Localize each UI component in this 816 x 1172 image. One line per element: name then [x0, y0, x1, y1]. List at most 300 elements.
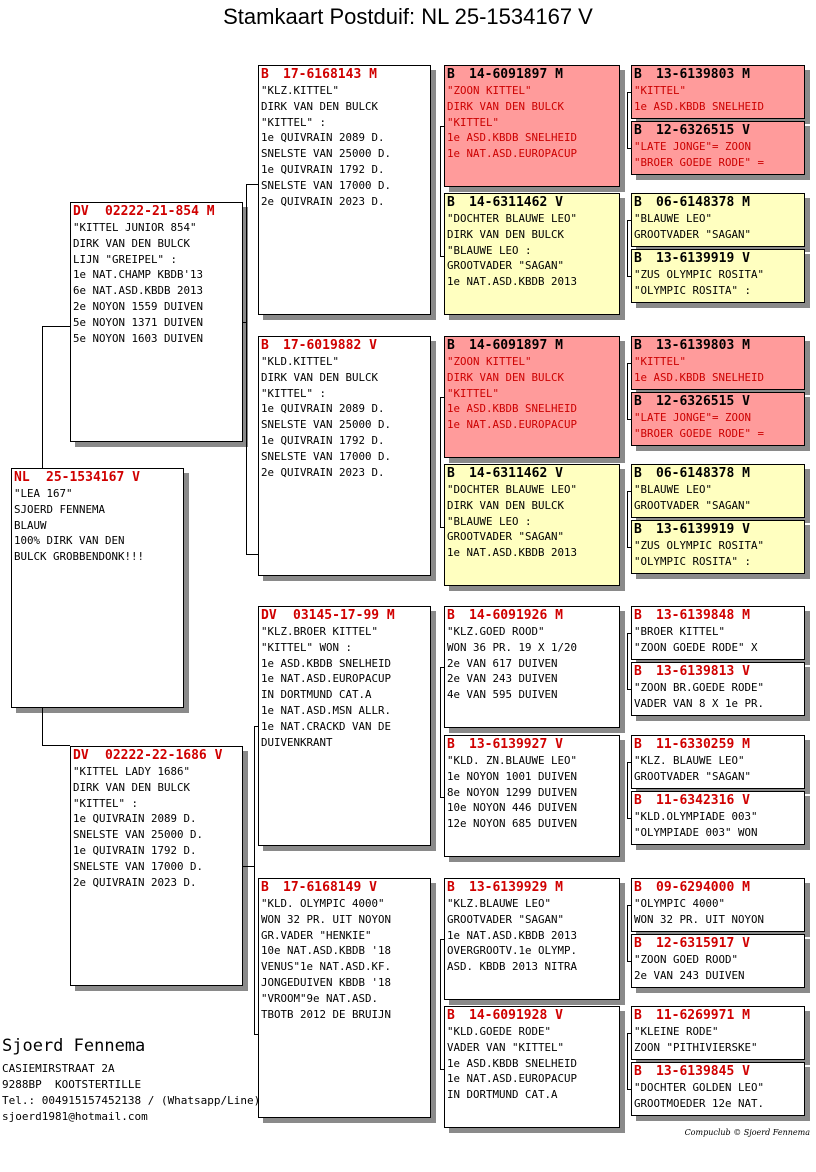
pedigree-connector: [627, 419, 631, 420]
pigeon-info-line: 6e NAT.ASD.KBDB 2013: [73, 284, 204, 298]
pedigree-connector: [42, 745, 70, 746]
pigeon-card-p6: [258, 878, 431, 1118]
pigeon-info-line: BLAUW: [14, 518, 47, 532]
pigeon-info-line: "KITTEL LADY 1686": [73, 765, 191, 778]
pigeon-info-line: 1e ASD.KBDB SNELHEID: [634, 99, 765, 113]
pigeon-info-line: SJOERD FENNEMA: [14, 502, 106, 516]
pigeon-header: [632, 122, 804, 139]
ring-number: 14-6091897 M: [469, 67, 563, 82]
pigeon-info-line: DIRK VAN DEN BULCK: [447, 370, 565, 384]
ring-number: 14-6311462 V: [469, 195, 563, 210]
pigeon-info-line: 1e NAT.ASD.EUROPACUP: [447, 418, 578, 432]
pigeon-header: [71, 747, 242, 764]
pigeon-card-p9: [444, 336, 620, 458]
pedigree-connector: [627, 491, 628, 547]
ring-number: 13-6139929 M: [469, 880, 563, 895]
pedigree-connector: [440, 1069, 444, 1070]
pigeon-info-line: WON 32 PR. UIT NOYON: [261, 912, 392, 926]
pigeon-header: [632, 393, 804, 410]
pigeon-info-line: "ZOON KITTEL": [447, 355, 532, 368]
pigeon-info-line: ZOON "PITHIVIERSKE": [634, 1040, 758, 1054]
pigeon-card-p22: [631, 520, 805, 574]
country-prefix: B: [634, 195, 642, 210]
pigeon-card-p26: [631, 791, 805, 845]
pigeon-card-p16: [631, 121, 805, 175]
pigeon-info-line: "DOCHTER BLAUWE LEO": [447, 212, 578, 225]
pigeon-info-line: DUIVENKRANT: [261, 735, 333, 749]
pigeon-info-line: 1e NAT.ASD.EUROPACUP: [447, 147, 578, 161]
owner-name: Sjoerd Fennema: [2, 1036, 146, 1056]
pigeon-card-p11: [444, 606, 620, 728]
pedigree-connector: [627, 633, 631, 634]
pedigree-connector: [440, 667, 441, 797]
pigeon-card-p15: [631, 65, 805, 119]
pigeon-card-p3: [258, 65, 431, 315]
pigeon-header: [445, 194, 619, 211]
pigeon-card-p24: [631, 662, 805, 716]
pedigree-connector: [440, 667, 444, 668]
country-prefix: B: [447, 195, 455, 210]
pigeon-info-line: 2e VAN 617 DUIVEN: [447, 656, 558, 670]
pigeon-header: [445, 465, 619, 482]
pedigree-connector: [627, 220, 628, 276]
pedigree-connector: [440, 797, 444, 798]
pigeon-header: [12, 469, 183, 486]
pigeon-info-line: 1e ASD.KBDB SNELHEID: [634, 370, 765, 384]
pigeon-info-line: 1e NAT.ASD.EUROPACUP: [261, 672, 392, 686]
pigeon-info-line: SNELSTE VAN 17000 D.: [73, 859, 204, 873]
pedigree-connector: [246, 184, 258, 185]
pigeon-info-line: "BROER GOEDE RODE" =: [634, 426, 765, 440]
country-prefix: DV: [73, 204, 89, 219]
pedigree-connector: [254, 726, 258, 727]
pedigree-connector: [627, 905, 631, 906]
pedigree-connector: [627, 276, 631, 277]
pigeon-header: [632, 250, 804, 267]
pedigree-connector: [627, 762, 628, 818]
pigeon-info-line: "KITTEL": [447, 386, 500, 400]
country-prefix: B: [634, 664, 642, 679]
pigeon-info-line: 1e QUIVRAIN 2089 D.: [261, 131, 385, 145]
pigeon-info-line: 5e NOYON 1371 DUIVEN: [73, 315, 204, 329]
pedigree-connector: [627, 1089, 631, 1090]
ring-number: 03145-17-99 M: [293, 608, 395, 623]
pigeon-info-line: "KLEINE RODE": [634, 1025, 719, 1038]
ring-number: 17-6019882 V: [283, 338, 377, 353]
pigeon-info-line: "OLYMPIADE 003" WON: [634, 825, 758, 839]
pigeon-info-line: "LATE JONGE"= ZOON: [634, 411, 752, 424]
country-prefix: DV: [261, 608, 277, 623]
pigeon-info-line: OVERGROOTV.1e OLYMP.: [447, 944, 578, 958]
pigeon-card-p29: [631, 1006, 805, 1060]
ring-number: 14-6091897 M: [469, 338, 563, 353]
country-prefix: B: [634, 608, 642, 623]
pedigree-connector: [246, 554, 258, 555]
pigeon-info-line: WON 36 PR. 19 X 1/20: [447, 640, 578, 654]
pigeon-header: [632, 337, 804, 354]
pigeon-header: [632, 736, 804, 753]
pedigree-connector: [440, 126, 444, 127]
pigeon-info-line: DIRK VAN DEN BULCK: [73, 236, 191, 250]
pigeon-card-p17: [631, 193, 805, 247]
pigeon-header: [259, 66, 430, 83]
pigeon-info-line: GROOTVADER "SAGAN": [447, 530, 565, 544]
pigeon-card-p14: [444, 1006, 620, 1128]
pedigree-connector: [440, 126, 441, 256]
ring-number: 14-6091928 V: [469, 1008, 563, 1023]
pigeon-info-line: "ZUS OLYMPIC ROSITA": [634, 268, 765, 281]
pigeon-info-line: 1e NAT.ASD.KBDB 2013: [447, 928, 578, 942]
pigeon-info-line: 1e ASD.KBDB SNELHEID: [447, 1056, 578, 1070]
pedigree-connector: [440, 397, 444, 398]
ring-number: 13-6139919 V: [656, 251, 750, 266]
pigeon-info-line: "DOCHTER BLAUWE LEO": [447, 483, 578, 496]
pedigree-connector: [627, 148, 631, 149]
pigeon-info-line: 1e ASD.KBDB SNELHEID: [447, 402, 578, 416]
pigeon-header: [632, 1063, 804, 1080]
owner-postal-city: 9288BP KOOTSTERTILLE: [2, 1078, 142, 1091]
pigeon-info-line: "KITTEL" :: [261, 115, 327, 129]
pigeon-info-line: 10e NOYON 446 DUIVEN: [447, 801, 578, 815]
pigeon-header: [259, 879, 430, 896]
pigeon-card-p4: [258, 336, 431, 576]
pigeon-info-line: GROOTVADER "SAGAN": [447, 912, 565, 926]
pigeon-info-line: 1e NOYON 1001 DUIVEN: [447, 769, 578, 783]
pigeon-info-line: JONGEDUIVEN KBDB '18: [261, 975, 392, 989]
pigeon-info-line: GROOTMOEDER 12e NAT.: [634, 1096, 765, 1110]
ring-number: 13-6139919 V: [656, 522, 750, 537]
pigeon-info-line: 1e QUIVRAIN 2089 D.: [261, 402, 385, 416]
country-prefix: B: [634, 793, 642, 808]
pedigree-connector: [440, 939, 444, 940]
pedigree-connector: [627, 762, 631, 763]
pigeon-info-line: 2e QUIVRAIN 2023 D.: [261, 465, 385, 479]
ring-number: 09-6294000 M: [656, 880, 750, 895]
pigeon-info-line: "KLD.GOEDE RODE": [447, 1025, 552, 1038]
pigeon-info-line: SNELSTE VAN 25000 D.: [261, 418, 392, 432]
pigeon-info-line: "ZOON GOED ROOD": [634, 953, 739, 966]
pigeon-info-line: DIRK VAN DEN BULCK: [261, 99, 379, 113]
pigeon-info-line: 100% DIRK VAN DEN: [14, 534, 125, 548]
pedigree-connector: [243, 322, 246, 323]
pigeon-header: [632, 607, 804, 624]
ring-number: 14-6091926 M: [469, 608, 563, 623]
pigeon-header: [445, 736, 619, 753]
ring-number: 25-1534167 V: [46, 470, 140, 485]
pigeon-info-line: DIRK VAN DEN BULCK: [447, 227, 565, 241]
pigeon-info-line: "OLYMPIC ROSITA" :: [634, 554, 752, 568]
pigeon-header: [259, 607, 430, 624]
pigeon-info-line: "KITTEL": [634, 355, 687, 368]
pigeon-info-line: DIRK VAN DEN BULCK: [447, 498, 565, 512]
country-prefix: B: [261, 67, 269, 82]
pigeon-card-p5: [258, 606, 431, 846]
pigeon-info-line: "KLZ.BROER KITTEL": [261, 625, 379, 638]
pigeon-card-p18: [631, 249, 805, 303]
country-prefix: B: [447, 338, 455, 353]
pedigree-connector: [627, 92, 628, 148]
pigeon-info-line: LIJN "GREIPEL" :: [73, 252, 178, 266]
pigeon-card-p28: [631, 934, 805, 988]
pedigree-connector: [440, 527, 444, 528]
pigeon-info-line: GROOTVADER "SAGAN": [447, 259, 565, 273]
pigeon-info-line: 1e QUIVRAIN 1792 D.: [73, 843, 197, 857]
ring-number: 12-6326515 V: [656, 394, 750, 409]
pedigree-connector: [627, 1033, 631, 1034]
pigeon-info-line: DIRK VAN DEN BULCK: [73, 780, 191, 794]
pigeon-info-line: "KLZ. BLAUWE LEO": [634, 754, 745, 767]
owner-email: sjoerd1981@hotmail.com: [2, 1110, 148, 1123]
pigeon-card-p7: [444, 65, 620, 187]
country-prefix: B: [447, 1008, 455, 1023]
pigeon-info-line: 1e NAT.CHAMP KBDB'13: [73, 268, 204, 282]
country-prefix: B: [634, 466, 642, 481]
pigeon-info-line: 2e VAN 243 DUIVEN: [634, 968, 745, 982]
pigeon-card-p2: [70, 746, 243, 986]
ring-number: 06-6148378 M: [656, 466, 750, 481]
page-title: Stamkaart Postduif: NL 25-1534167 V: [223, 4, 593, 29]
pigeon-header: [71, 203, 242, 220]
footer-credit: Compuclub © Sjoerd Fennema: [684, 1128, 810, 1137]
pigeon-info-line: GR.VADER "HENKIE": [261, 928, 372, 942]
pedigree-connector: [627, 92, 631, 93]
pedigree-connector: [440, 397, 441, 527]
country-prefix: B: [634, 1064, 642, 1079]
pigeon-info-line: ASD. KBDB 2013 NITRA: [447, 960, 578, 974]
pigeon-header: [632, 66, 804, 83]
country-prefix: B: [634, 338, 642, 353]
pigeon-info-line: "LATE JONGE"= ZOON: [634, 140, 752, 153]
pigeon-info-line: VADER VAN "KITTEL": [447, 1040, 565, 1054]
pedigree-connector: [246, 184, 247, 554]
country-prefix: B: [447, 608, 455, 623]
pedigree-connector: [243, 866, 254, 867]
pigeon-info-line: "ZOON GOEDE RODE" X: [634, 640, 758, 654]
country-prefix: B: [634, 737, 642, 752]
pigeon-card-p0: [11, 468, 184, 708]
pigeon-info-line: "ZOON BR.GOEDE RODE": [634, 681, 765, 694]
pigeon-info-line: "ZOON KITTEL": [447, 84, 532, 97]
pigeon-info-line: "OLYMPIC ROSITA" :: [634, 283, 752, 297]
pigeon-header: [445, 879, 619, 896]
pigeon-info-line: "KITTEL JUNIOR 854": [73, 221, 197, 234]
country-prefix: B: [261, 338, 269, 353]
pigeon-card-p19: [631, 336, 805, 390]
country-prefix: B: [447, 880, 455, 895]
pedigree-connector: [42, 326, 43, 468]
country-prefix: B: [634, 1008, 642, 1023]
pigeon-info-line: WON 32 PR. UIT NOYON: [634, 912, 765, 926]
pigeon-info-line: BULCK GROBBENDONK!!!: [14, 550, 145, 564]
pigeon-card-p21: [631, 464, 805, 518]
pigeon-info-line: "VROOM"9e NAT.ASD.: [261, 991, 379, 1005]
pigeon-info-line: IN DORTMUND CAT.A: [447, 1088, 558, 1102]
country-prefix: B: [634, 394, 642, 409]
pigeon-info-line: GROOTVADER "SAGAN": [634, 227, 752, 241]
pigeon-info-line: 10e NAT.ASD.KBDB '18: [261, 944, 392, 958]
pigeon-card-p30: [631, 1062, 805, 1116]
country-prefix: B: [634, 880, 642, 895]
pigeon-card-p27: [631, 878, 805, 932]
ring-number: 17-6168143 M: [283, 67, 377, 82]
pigeon-info-line: "KITTEL" :: [73, 796, 139, 810]
owner-phone: Tel.: 004915157452138 / (Whatsapp/Line): [2, 1094, 261, 1107]
country-prefix: B: [634, 67, 642, 82]
ring-number: 13-6139803 M: [656, 338, 750, 353]
pigeon-info-line: 1e NAT.CRACKD VAN DE: [261, 719, 392, 733]
pigeon-info-line: 1e NAT.ASD.KBDB 2013: [447, 275, 578, 289]
pigeon-info-line: 1e NAT.ASD.EUROPACUP: [447, 1072, 578, 1086]
pigeon-info-line: "OLYMPIC 4000": [634, 897, 726, 910]
pigeon-info-line: "KITTEL": [447, 115, 500, 129]
ring-number: 12-6326515 V: [656, 123, 750, 138]
pigeon-info-line: "ZUS OLYMPIC ROSITA": [634, 539, 765, 552]
pedigree-connector: [254, 1034, 258, 1035]
pigeon-info-line: "KLZ.KITTEL": [261, 84, 340, 97]
pigeon-info-line: 1e NAT.ASD.MSN ALLR.: [261, 703, 392, 717]
pigeon-info-line: "BROER GOEDE RODE" =: [634, 155, 765, 169]
pigeon-header: [632, 792, 804, 809]
pigeon-header: [632, 935, 804, 952]
pigeon-info-line: 5e NOYON 1603 DUIVEN: [73, 331, 204, 345]
ring-number: 11-6342316 V: [656, 793, 750, 808]
pedigree-connector: [440, 939, 441, 1069]
ring-number: 13-6139803 M: [656, 67, 750, 82]
pigeon-header: [632, 879, 804, 896]
country-prefix: DV: [73, 748, 89, 763]
pigeon-info-line: TBOTB 2012 DE BRUIJN: [261, 1007, 392, 1021]
pigeon-info-line: "KITTEL": [634, 84, 687, 97]
pigeon-info-line: SNELSTE VAN 17000 D.: [261, 178, 392, 192]
country-prefix: NL: [14, 470, 30, 485]
pedigree-connector: [627, 689, 631, 690]
pigeon-info-line: "KLD.OLYMPIADE 003": [634, 810, 758, 823]
pigeon-info-line: SNELSTE VAN 25000 D.: [261, 147, 392, 161]
pigeon-info-line: 4e VAN 595 DUIVEN: [447, 688, 558, 702]
owner-address: CASIEMIRSTRAAT 2A: [2, 1062, 115, 1075]
country-prefix: B: [447, 67, 455, 82]
country-prefix: B: [634, 522, 642, 537]
pigeon-info-line: 2e VAN 243 DUIVEN: [447, 672, 558, 686]
ring-number: 12-6315917 V: [656, 936, 750, 951]
pigeon-info-line: "KLZ.BLAUWE LEO": [447, 897, 552, 910]
pigeon-info-line: IN DORTMUND CAT.A: [261, 688, 372, 702]
pigeon-info-line: SNELSTE VAN 25000 D.: [73, 828, 204, 842]
pigeon-card-p25: [631, 735, 805, 789]
pedigree-connector: [440, 256, 444, 257]
pedigree-connector: [42, 326, 70, 327]
ring-number: 13-6139927 V: [469, 737, 563, 752]
pigeon-info-line: DIRK VAN DEN BULCK: [261, 370, 379, 384]
pigeon-card-p20: [631, 392, 805, 446]
pigeon-header: [632, 465, 804, 482]
pedigree-connector: [627, 363, 628, 419]
pigeon-info-line: VENUS"1e NAT.ASD.KF.: [261, 960, 392, 974]
pigeon-info-line: 2e QUIVRAIN 2023 D.: [261, 194, 385, 208]
country-prefix: B: [634, 936, 642, 951]
pigeon-info-line: GROOTVADER "SAGAN": [634, 769, 752, 783]
pigeon-card-p12: [444, 735, 620, 857]
pigeon-card-p1: [70, 202, 243, 442]
country-prefix: B: [447, 737, 455, 752]
country-prefix: B: [634, 123, 642, 138]
pigeon-info-line: "KITTEL" :: [261, 386, 327, 400]
pigeon-info-line: "BLAUWE LEO :: [447, 243, 532, 257]
ring-number: 11-6269971 M: [656, 1008, 750, 1023]
pigeon-info-line: 1e QUIVRAIN 2089 D.: [73, 812, 197, 826]
pedigree-connector: [627, 491, 631, 492]
pigeon-info-line: "LEA 167": [14, 487, 73, 500]
pigeon-info-line: 2e NOYON 1559 DUIVEN: [73, 299, 204, 313]
pedigree-connector: [627, 220, 631, 221]
pigeon-info-line: "KLZ.GOED ROOD": [447, 625, 545, 638]
pigeon-card-p8: [444, 193, 620, 315]
pigeon-info-line: "KLD. ZN.BLAUWE LEO": [447, 754, 578, 767]
pigeon-info-line: "KITTEL" WON :: [261, 640, 353, 654]
pigeon-header: [632, 663, 804, 680]
pigeon-header: [632, 1007, 804, 1024]
pigeon-header: [632, 521, 804, 538]
ring-number: 13-6139845 V: [656, 1064, 750, 1079]
pigeon-info-line: 1e QUIVRAIN 1792 D.: [261, 433, 385, 447]
pigeon-info-line: "BLAUWE LEO": [634, 483, 713, 496]
country-prefix: B: [447, 466, 455, 481]
ring-number: 17-6168149 V: [283, 880, 377, 895]
ring-number: 14-6311462 V: [469, 466, 563, 481]
pigeon-info-line: 2e QUIVRAIN 2023 D.: [73, 875, 197, 889]
country-prefix: B: [261, 880, 269, 895]
ring-number: 06-6148378 M: [656, 195, 750, 210]
pigeon-header: [445, 607, 619, 624]
pigeon-info-line: 12e NOYON 685 DUIVEN: [447, 817, 578, 831]
pedigree-connector: [42, 708, 43, 746]
ring-number: 02222-21-854 M: [105, 204, 215, 219]
pigeon-card-p13: [444, 878, 620, 1000]
pigeon-info-line: "BLAUWE LEO": [634, 212, 713, 225]
ring-number: 02222-22-1686 V: [105, 748, 223, 763]
pigeon-header: [445, 337, 619, 354]
pigeon-info-line: 8e NOYON 1299 DUIVEN: [447, 785, 578, 799]
pigeon-info-line: VADER VAN 8 X 1e PR.: [634, 696, 765, 710]
ring-number: 13-6139848 M: [656, 608, 750, 623]
pedigree-connector: [627, 1033, 628, 1089]
ring-number: 13-6139813 V: [656, 664, 750, 679]
pedigree-connector: [254, 726, 255, 1034]
pedigree-connector: [627, 905, 628, 961]
pedigree-connector: [627, 363, 631, 364]
pigeon-info-line: 1e ASD.KBDB SNELHEID: [261, 656, 392, 670]
pigeon-info-line: "BROER KITTEL": [634, 625, 726, 638]
pigeon-info-line: 1e NAT.ASD.KBDB 2013: [447, 546, 578, 560]
pedigree-connector: [627, 547, 631, 548]
pigeon-info-line: 1e QUIVRAIN 1792 D.: [261, 162, 385, 176]
pedigree-connector: [627, 818, 631, 819]
country-prefix: B: [634, 251, 642, 266]
pedigree-connector: [627, 961, 631, 962]
ring-number: 11-6330259 M: [656, 737, 750, 752]
pigeon-header: [632, 194, 804, 211]
pigeon-info-line: "BLAUWE LEO :: [447, 514, 532, 528]
pigeon-card-p10: [444, 464, 620, 586]
pigeon-info-line: GROOTVADER "SAGAN": [634, 498, 752, 512]
pigeon-header: [445, 1007, 619, 1024]
pedigree-connector: [627, 633, 628, 689]
pigeon-info-line: DIRK VAN DEN BULCK: [447, 99, 565, 113]
pigeon-info-line: 1e ASD.KBDB SNELHEID: [447, 131, 578, 145]
pigeon-card-p23: [631, 606, 805, 660]
pigeon-info-line: "KLD.KITTEL": [261, 355, 340, 368]
pigeon-header: [259, 337, 430, 354]
